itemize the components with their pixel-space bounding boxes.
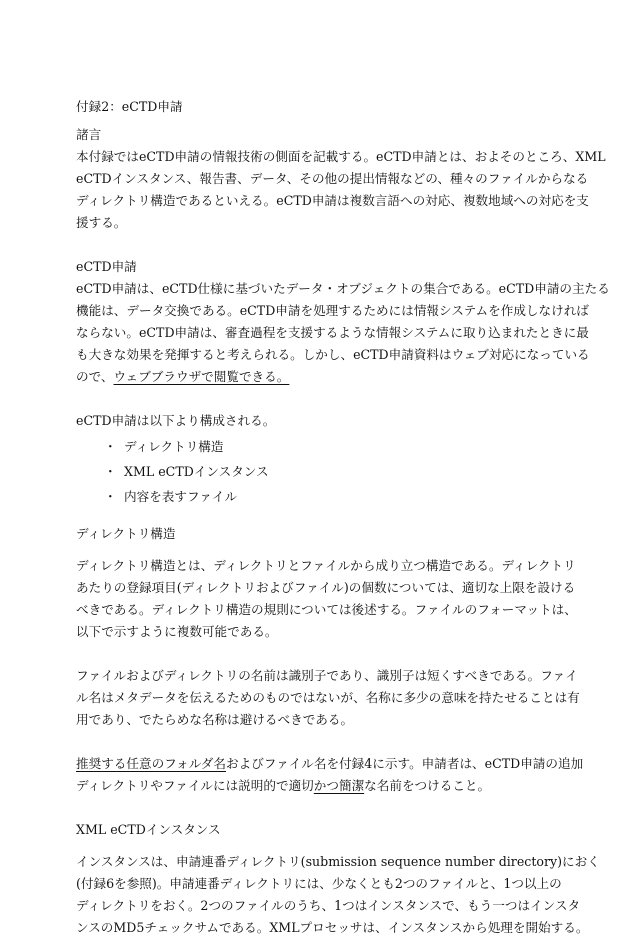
bullet-icon: ・ (104, 464, 117, 479)
dir-heading: ディレクトリ構造 (76, 526, 176, 541)
dir-line: 用であり、でたらめな名称は避けるべきである。 (76, 712, 354, 727)
intro-heading: 諸言 (76, 127, 102, 142)
ectd-line: ならない。eCTD申請は、審査過程を支援するような情報システムに取り込まれたときに最 (76, 325, 589, 340)
intro-line: 本付録ではeCTD申請の情報技術の側面を記載する。eCTD申請とは、およそのところ、XML (76, 149, 606, 164)
document-title: 付録2：eCTD申請 (76, 99, 183, 114)
xml-heading-block (76, 819, 556, 841)
dir-paragraph-2 (76, 665, 580, 731)
ectd-section (76, 256, 610, 388)
xml-heading: XML eCTDインスタンス (76, 822, 221, 837)
dir-line (76, 775, 556, 797)
composition-section (76, 410, 556, 509)
ectd-line: も大きな効果を発揮すると考えられる。しかし、eCTD申請資料はウェブ対応になっている (76, 347, 590, 362)
document-body (76, 96, 610, 939)
dir-paragraph-1 (76, 555, 577, 643)
list-item-text: 内容を表すファイル (124, 489, 238, 504)
dir-line: ディレクトリ構造とは、ディレクトリとファイルから成り立つ構造である。ディレクトリ (76, 558, 576, 573)
xml-paragraph (76, 851, 600, 939)
ectd-last-line (76, 366, 556, 388)
dir-text: ディレクトリやファイルには説明的で適切 (76, 778, 314, 793)
xml-line: ディレクトリをおく。2つのファイルのうち、1つはインスタンスで、もう一つはインスタ (76, 898, 581, 913)
dir-line: あたりの登録項目(ディレクトリおよびファイル)の個数については、適切な上限を設ける (76, 580, 576, 595)
composition-list (76, 434, 556, 509)
list-item (76, 459, 556, 484)
intro-line: eCTDインスタンス、報告書、データ、その他の提出情報などの、種々のファイルからなる (76, 171, 589, 186)
dir-line: ル名はメタデータを伝えるためのものではないが、名称に多少の意味を持たせることは有 (76, 690, 580, 705)
bullet-icon: ・ (104, 439, 117, 454)
dir-line: ファイルおよびディレクトリの名前は識別子であり、識別子は短くすべきである。ファイ (76, 668, 578, 683)
intro-line: 援する。 (76, 215, 127, 230)
concise-underlined: かつ簡潔 (313, 778, 365, 793)
recommended-folder-underlined: 推奨する任意のフォルダ名 (76, 756, 226, 771)
xml-line: インスタンスは、申請連番ディレクトリ(submission sequence number directory)におく (76, 854, 600, 869)
dir-text: な名前をつけること。 (364, 778, 491, 793)
composition-lead: eCTD申請は以下より構成される。 (76, 413, 276, 428)
bullet-icon: ・ (104, 489, 117, 504)
dir-line (76, 753, 584, 775)
intro-section (76, 124, 606, 234)
list-item-text: ディレクトリ構造 (124, 439, 224, 454)
list-item (76, 434, 556, 459)
dir-heading-block (76, 523, 556, 545)
ectd-line: eCTD申請は、eCTD仕様に基づいたデータ・オブジェクトの集合である。eCTD申請の主たる (76, 281, 610, 296)
list-item (76, 484, 556, 509)
dir-paragraph-3 (76, 753, 584, 797)
ectd-line: 機能は、データ交換である。eCTD申請を処理するためには情報システムを作成しなければ (76, 303, 589, 318)
ectd-last-prefix: ので、 (76, 369, 114, 384)
dir-text: およびファイル名を付録4に示す。申請者は、eCTD申請の追加 (226, 756, 584, 771)
dir-line: 以下で示すように複数可能である。 (76, 624, 278, 639)
intro-line: ディレクトリ構造であるといえる。eCTD申請は複数言語への対応、複数地域への対応を支 (76, 193, 589, 208)
ectd-heading: eCTD申請 (76, 259, 137, 274)
xml-line: (付録6を参照)。申請連番ディレクトリには、少なくとも2つのファイルと、1つ以上の (76, 876, 562, 891)
ectd-browser-underlined: ウェブブラウザで閲覧できる。 (113, 369, 290, 384)
xml-line: ンスのMD5チェックサムである。XMLプロセッサは、インスタンスから処理を開始する。 (76, 920, 589, 935)
dir-line: べきである。ディレクトリ構造の規則については後述する。ファイルのフォーマットは、 (76, 602, 577, 617)
list-item-text: XML eCTDインスタンス (124, 464, 269, 479)
